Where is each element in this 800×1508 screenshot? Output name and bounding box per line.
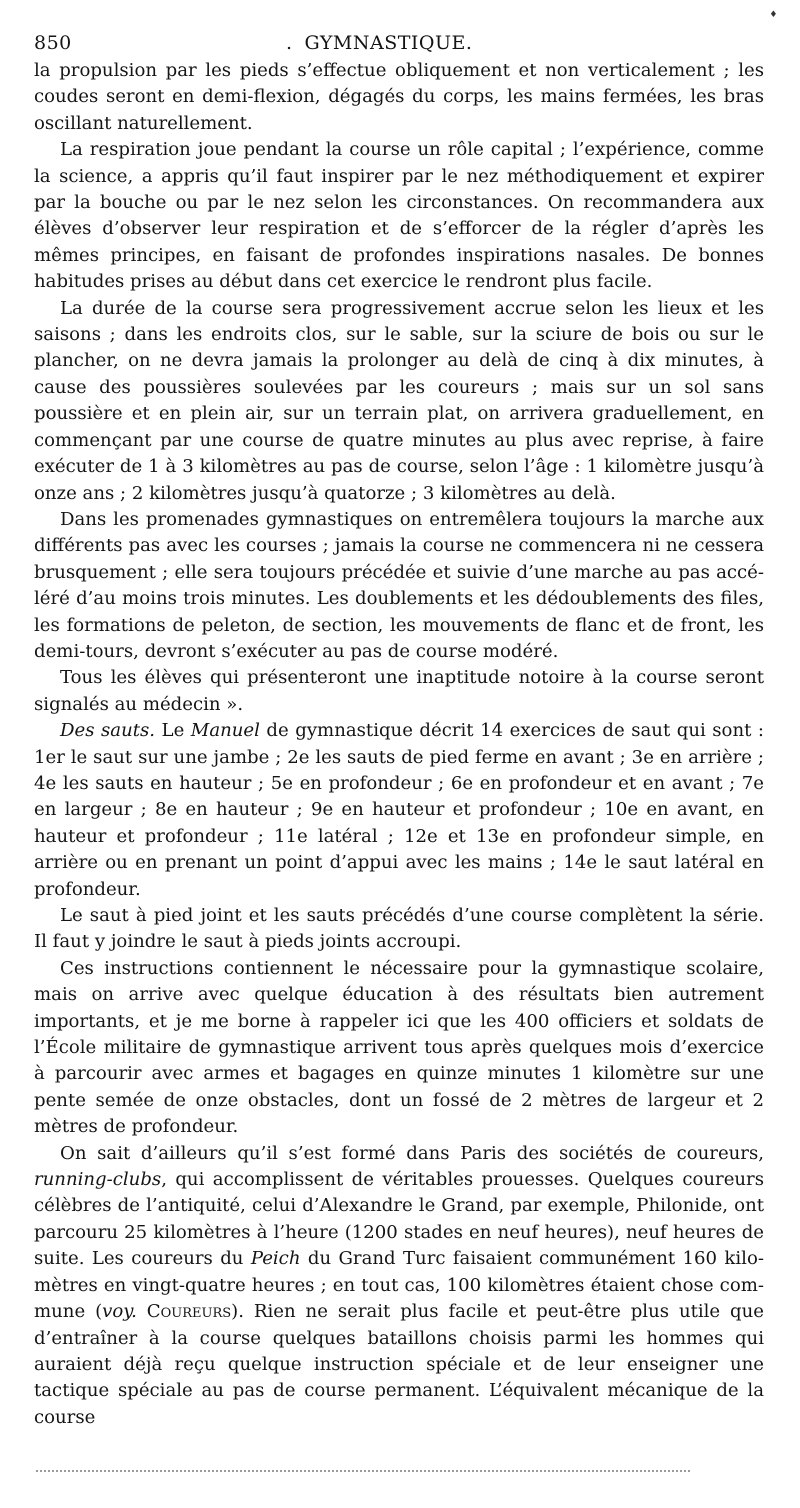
- paragraph-coureurs: [34, 1141, 764, 1431]
- running-title: [286, 32, 472, 54]
- peich-italic: Peich: [250, 1248, 301, 1270]
- paragraph-inaptitude: Tous les élèves qui présenteront une inaptitude notoire à la course seront signalés au médecin ».: [34, 667, 764, 715]
- coureurs-space: [137, 1301, 147, 1322]
- paragraph-respiration: La respiration joue pendant la course un rôle capital ; l’expérience, comme la science, a appris qu’il faut inspirer par le nez méthodiquement et expirer par la bouche ou par le nez selon les circonstances. On recommandera aux élèves d’observer leur respiration et de s’efforcer de la régler d’après les mêmes principes, en faisant de profondes inspirations nasales. De bonnes habitudes prises au début dans cet exercice le rendront plus facile.: [34, 139, 764, 293]
- coureurs-text-c: du Grand Turc faisaient communément 160 kilomètres en vingt-quatre heures ; en tout cas, 100 kilomètres étaient chose commune (: [34, 1248, 764, 1323]
- ornament-icon: ♦: [769, 10, 778, 20]
- manuel-italic: Manuel: [190, 720, 260, 742]
- chapter-title: GYMNASTIQUE.: [304, 32, 473, 54]
- running-clubs-italic: running-clubs: [34, 1169, 162, 1191]
- paragraph-instructions: Ces instructions contiennent le nécessaire pour la gymnastique scolaire, mais on arrive avec quelque éducation à des résultats bien autrement importants, et je me borne à rappeler ici que les 400 officiers et soldats de l’École militaire de gymnastique arrivent tous après quelques mois d’exercice à parcourir avec armes et bagages en quinze minutes 1 kilomètre sur une pente semée de onze obstacles, dont un fossé de 2 mètres de largeur et 2 mètres de profondeur.: [34, 957, 764, 1138]
- coureurs-text-a: On sait d’ailleurs qu’il s’est formé dans Paris des sociétés de coureurs,: [60, 1142, 764, 1164]
- paragraph-continued: la propulsion par les pieds s’effectue obliquement et non verticalement ; les coudes seront en demi-flexion, dégagés du corps, les mains fermées, les bras oscillant naturellement.: [34, 60, 764, 134]
- title-dot: .: [286, 32, 293, 54]
- section-heading-sauts: Des sauts.: [60, 720, 156, 742]
- sauts-text-a: Le: [155, 720, 191, 742]
- voy-italic: voy.: [102, 1301, 137, 1323]
- running-head: [34, 10, 778, 58]
- sauts-text-b: de gymnastique décrit 14 exercices de saut qui sont : 1er le saut sur une jambe ; 2e les sauts de pied ferme en avant ; 3e en arrière ; 4e les sauts en hauteur ; 5e en profondeur ; 6e en profondeur et en avant ; 7e en largeur ; 8e en hauteur ; 9e en hauteur et profondeur ; 10e en avant, en hauteur et profondeur ; 11e latéral ; 12e et 13e en profondeur simple, en arrière ou en prenant un point d’appui avec les mains ; 14e le saut latéral en profondeur.: [34, 720, 764, 900]
- paragraph-duree: La durée de la course sera progressivement accrue selon les lieux et les saisons ; dans les endroits clos, sur le sable, sur la sciure de bois ou sur le plancher, on ne devra jamais la prolonger au delà de cinq à dix minutes, à cause des poussières soulevées par les coureurs ; mais sur un sol sans poussière et en plein air, sur un terrain plat, on arrivera graduellement, en commençant par une course de quatre minutes au plus avec reprise, à faire exécuter de 1 à 3 kilomètres au pas de course, selon l’âge : 1 kilomètre jusqu’à onze ans ; 2 kilomètres jusqu’à quatorze ; 3 kilomètres au delà.: [34, 297, 764, 504]
- paragraph-promenades: Dans les promenades gymnastiques on entremêlera toujours la marche aux différents pas avec les courses ; jamais la course ne commencera ni ne cessera brusquement ; elle sera toujours précédée et suivie d’une marche au pas accéléré d’au moins trois minutes. Les doublements et les dédoublements des files, les formations de peleton, de section, les mouvements de flanc et de front, les demi-tours, devront s’exécuter au pas de course modéré.: [34, 508, 764, 662]
- coureurs-cross-reference: Coureurs: [146, 1301, 232, 1323]
- page-number: 850: [34, 32, 72, 54]
- paragraph-sauts: [34, 718, 764, 903]
- footer-dotted-rule: [36, 1470, 690, 1472]
- coureurs-text-d: ). Rien ne serait plus facile et peut-être plus utile que d’entraîner à la course quelques bataillons choisis parmi les hommes qui auraient déjà reçu quelque instruction spéciale et de leur enseigner une tactique spéciale au pas de course permanent. L’équivalent mécanique de la course: [34, 1301, 764, 1428]
- paragraph-saut-pied-joint: Le saut à pied joint et les sauts précédés d’une course complètent la série. Il faut y joindre le saut à pieds joints accroupi.: [34, 905, 764, 953]
- coureurs-text-b: , qui accomplissent de véritables prouesses. Quelques coureurs célèbres de l’antiquité, celui d’Alexandre le Grand, par exemple, Philonide, ont parcouru 25 kilomètres à l’heure (1200 stades en neuf heures), neuf heures de suite. Les coureurs du: [34, 1169, 764, 1270]
- body-text: [34, 58, 764, 1431]
